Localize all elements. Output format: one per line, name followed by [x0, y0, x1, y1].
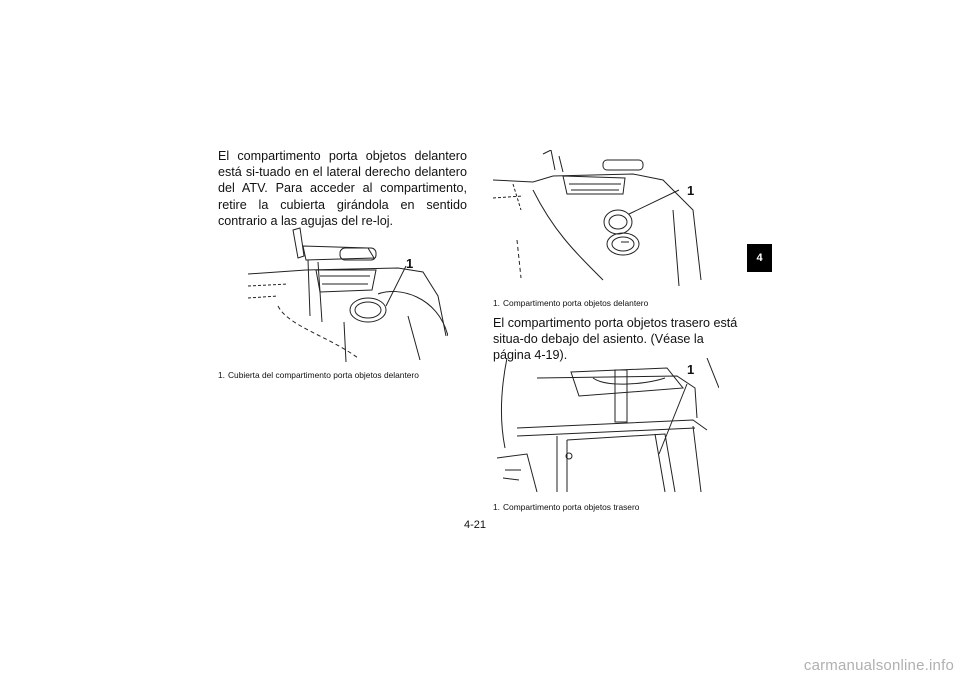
right-paragraph: El compartimento porta objetos trasero está situa-do debajo del asiento. (Véase la página 4-19).: [493, 316, 738, 363]
caption-left-figure: [218, 370, 419, 380]
watermark: carmanualsonline.info: [803, 657, 954, 674]
figure-rear-compartment: [497, 358, 719, 496]
caption-text: Compartimento porta objetos trasero: [503, 502, 640, 512]
caption-number: 1.: [493, 298, 500, 308]
figure-front-cover: [248, 226, 448, 364]
callout-right-top-figure: 1: [687, 183, 695, 198]
caption-text: Compartimento porta objetos delantero: [503, 298, 649, 308]
caption-number: 1.: [218, 370, 225, 380]
figure-front-compartment: [493, 150, 703, 290]
caption-number: 1.: [493, 502, 500, 512]
caption-text: Cubierta del compartimento porta objetos delantero: [228, 370, 419, 380]
caption-right-top-figure: [493, 298, 648, 308]
left-paragraph: El compartimento porta objetos delantero está si-tuado en el lateral derecho delantero del ATV. Para acceder al compartimento, retire la cubierta girándola en sentido contrario a las agujas del re-loj.: [218, 149, 467, 228]
callout-left-figure: 1: [406, 256, 414, 271]
chapter-tab: 4: [747, 244, 772, 272]
caption-right-bottom-figure: [493, 502, 639, 512]
page-number: 4-21: [464, 519, 487, 531]
callout-right-bottom-figure: 1: [687, 362, 695, 377]
